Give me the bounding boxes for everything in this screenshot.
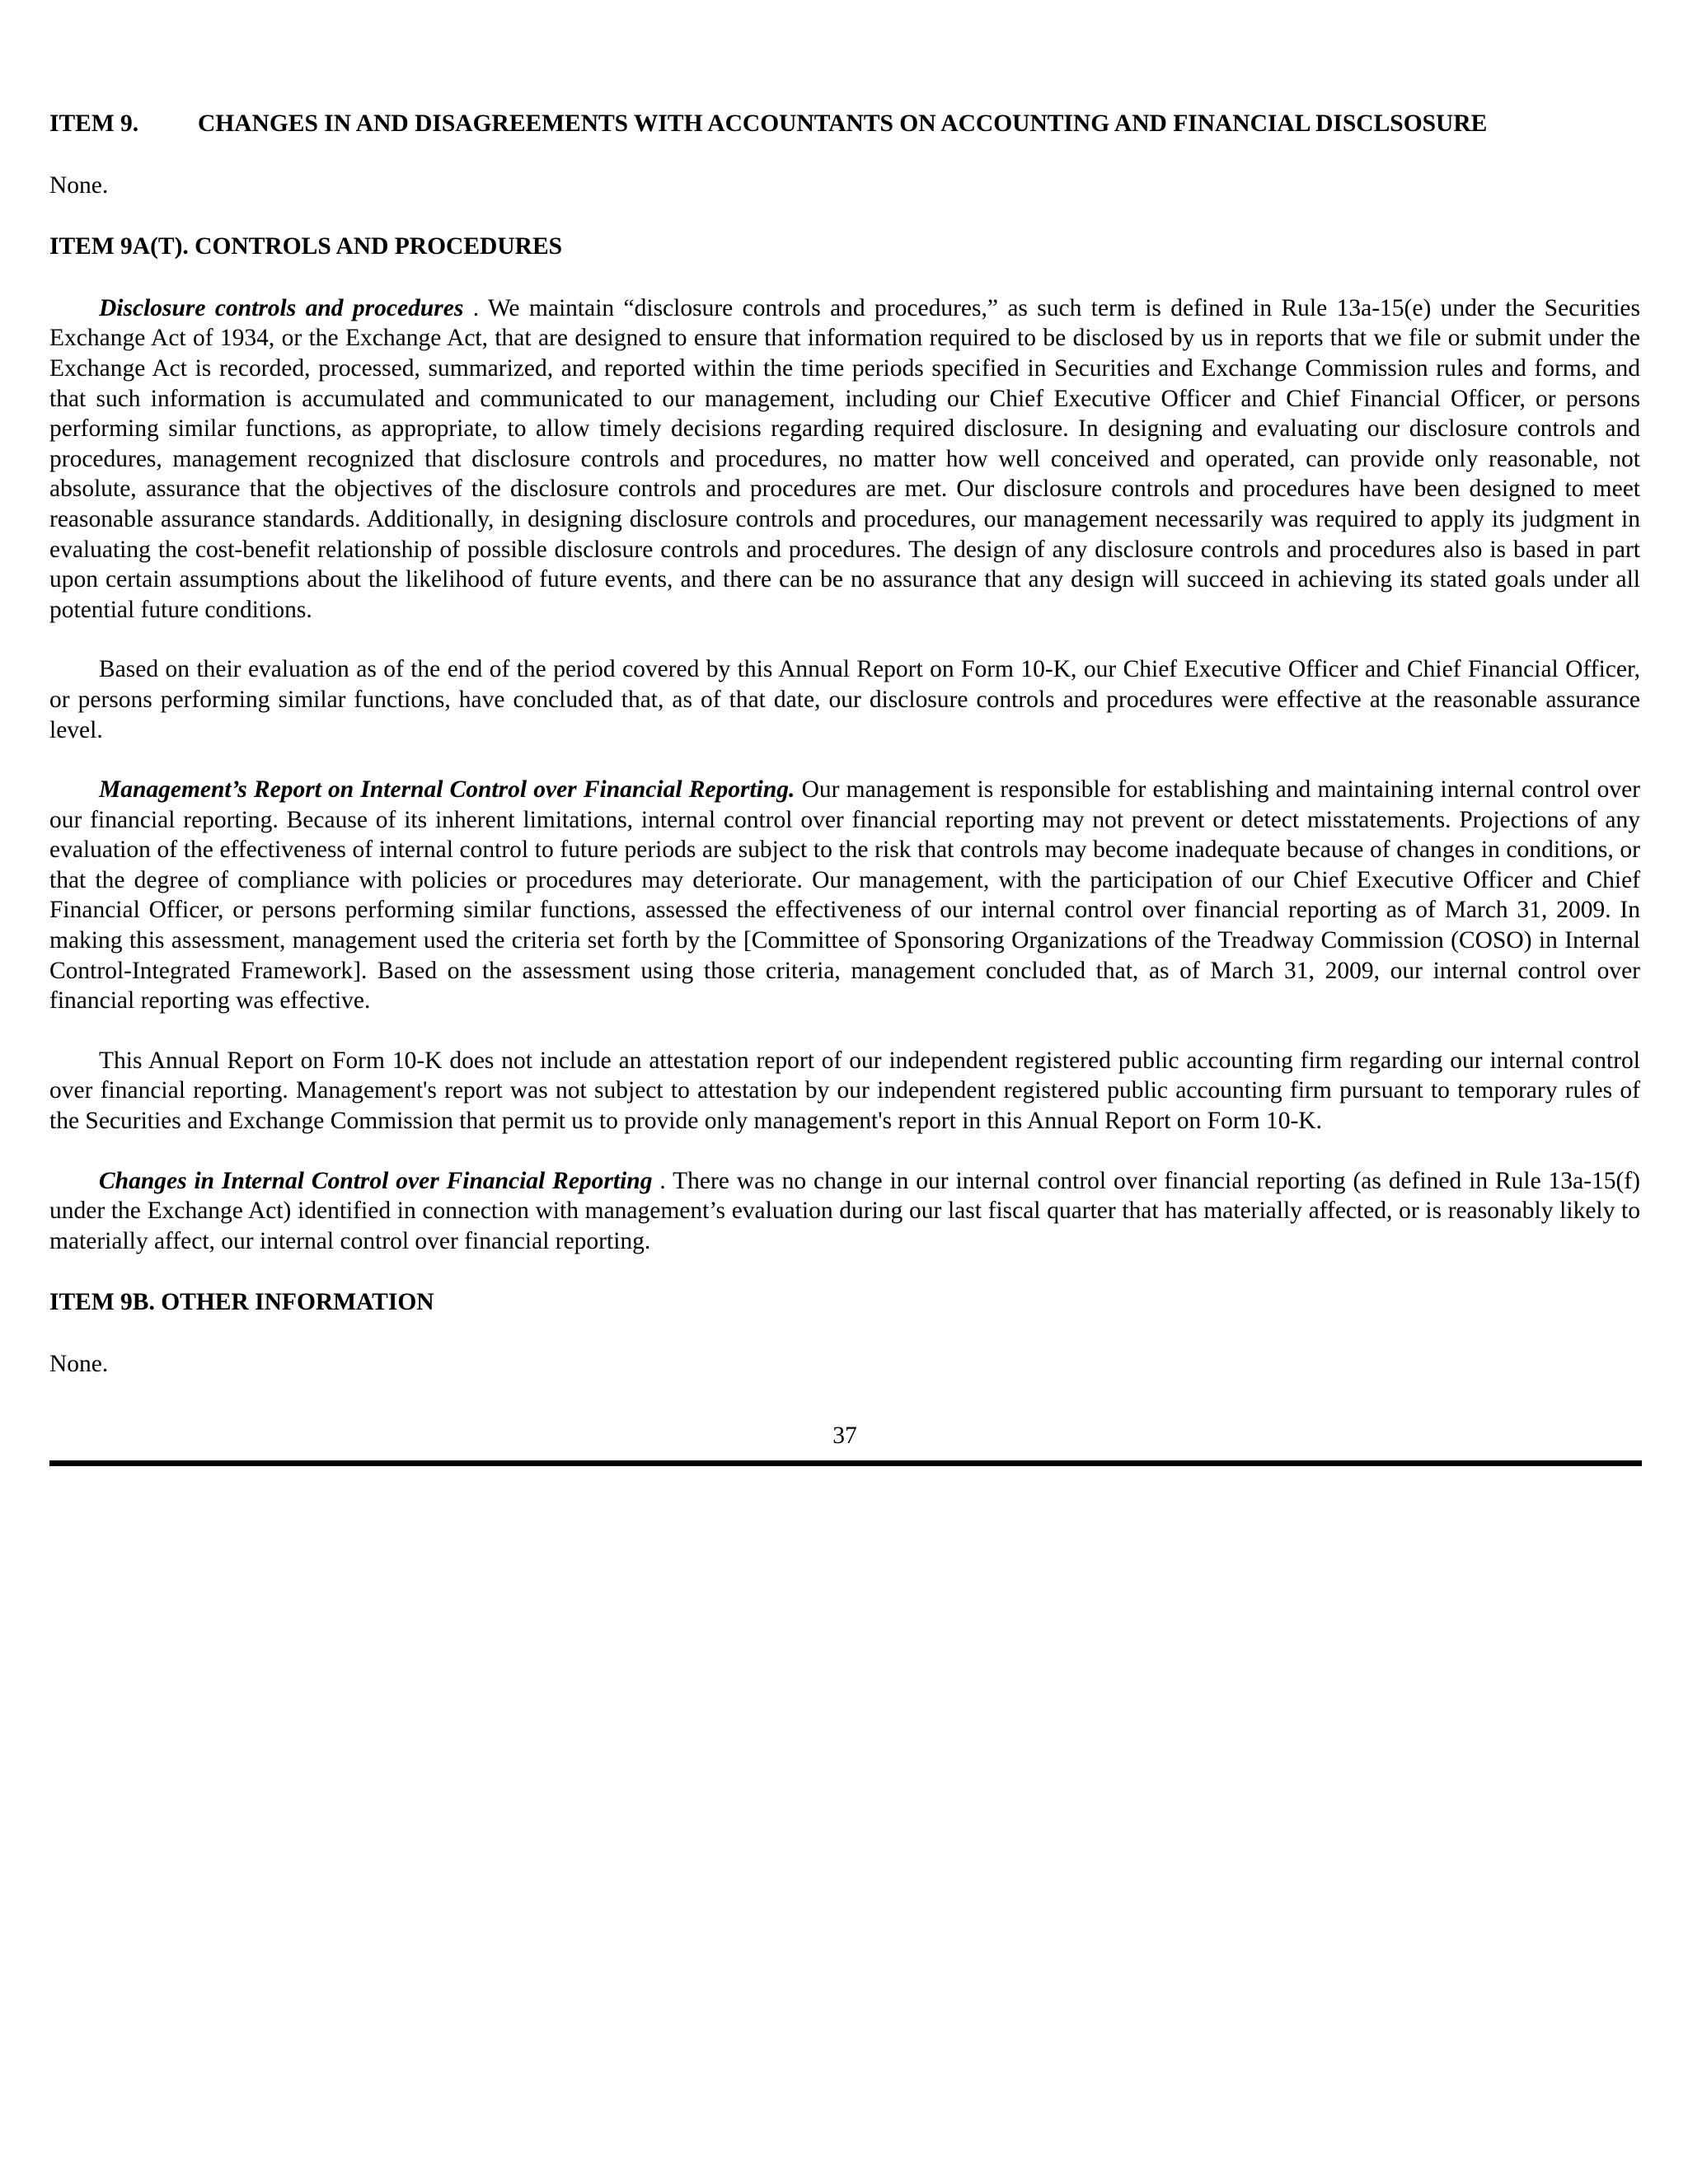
disclosure-controls-lead: Disclosure controls and procedures bbox=[99, 294, 464, 321]
management-report-text: Our management is responsible for establishing and maintaining internal control over our financial reporting. Because of its inherent limitations, internal control over financial reporting may not prevent or detect misstatements. Projections of any evaluation of the effectiveness of internal control to future periods are subject to the risk that controls may become inadequate because of changes in conditions, or that the degree of compliance with policies or procedures may deteriorate. Our management, with the participation of our Chief Executive Officer and Chief Financial Officer, or persons performing similar functions, assessed the effectiveness of our internal control over financial reporting as of March 31, 2009. In making this assessment, management used the criteria set forth by the [Committee of Sponsoring Organizations of the Treadway Commission (COSO) in Internal Control-Integrated Framework]. Based on the assessment using those criteria, management concluded that, as of March 31, 2009, our internal control over financial reporting was effective. bbox=[49, 776, 1640, 1015]
evaluation-paragraph: Based on their evaluation as of the end of the period covered by this Annual Report on Form 10-K, our Chief Executive Officer and Chief Financial Officer, or persons performing similar functions, have concluded that, as of that date, our disclosure controls and procedures were effective at the reasonable assurance level. bbox=[49, 656, 1640, 743]
item-9-title: CHANGES IN AND DISAGREEMENTS WITH ACCOUNTANTS ON ACCOUNTING AND FINANCIAL DISCLSOSURE bbox=[198, 110, 1488, 137]
changes-internal-control-text: . There was no change in our internal control over financial reporting (as defined in Rule 13a-15(f) under the Exchange Act) identified in connection with management’s evaluation during our last fiscal quarter that has materially affected, or is reasonably likely to materially affect, our internal control over financial reporting. bbox=[49, 1167, 1640, 1254]
item-9b-heading: ITEM 9B. OTHER INFORMATION bbox=[49, 1289, 434, 1316]
footer-rule bbox=[49, 1460, 1642, 1466]
attestation-paragraph: This Annual Report on Form 10-K does not include an attestation report of our independent registered public accounting firm regarding our internal control over financial reporting. Management's report was not subject to attestation by our independent registered public accounting firm pursuant to temporary rules of the Securities and Exchange Commission that permit us to provide only management's report in this Annual Report on Form 10-K. bbox=[49, 1047, 1640, 1135]
management-report-lead: Management’s Report on Internal Control over Financial Reporting. bbox=[99, 776, 795, 804]
disclosure-controls-paragraph bbox=[49, 293, 1640, 626]
item-9-body: None. bbox=[49, 171, 109, 199]
document-page bbox=[49, 109, 1640, 1466]
item-9a-heading: ITEM 9A(T). CONTROLS AND PROCEDURES bbox=[49, 233, 563, 260]
item-9-heading bbox=[49, 109, 1640, 139]
item-9b-body: None. bbox=[49, 1351, 109, 1377]
management-report-paragraph bbox=[49, 775, 1640, 1016]
page-number: 37 bbox=[832, 1422, 857, 1449]
changes-internal-control-paragraph bbox=[49, 1166, 1640, 1257]
changes-internal-control-lead: Changes in Internal Control over Financial Reporting bbox=[99, 1167, 653, 1194]
item-9-number: ITEM 9. bbox=[49, 110, 139, 137]
disclosure-controls-text: . We maintain “disclosure controls and procedures,” as such term is defined in Rule 13a-15(e) under the Securities Exchange Act of 1934, or the Exchange Act, that are designed to ensure that information required to be disclosed by us in reports that we file or submit under the Exchange Act is recorded, processed, summarized, and reported within the time periods specified in Securities and Exchange Commission rules and forms, and that such information is accumulated and communicated to our management, including our Chief Executive Officer and Chief Financial Officer, or persons performing similar functions, as appropriate, to allow timely decisions regarding required disclosure. In designing and evaluating our disclosure controls and procedures, management recognized that disclosure controls and procedures, no matter how well conceived and operated, can provide only reasonable, not absolute, assurance that the objectives of the disclosure controls and procedures are met. Our disclosure controls and procedures have been designed to meet reasonable assurance standards. Additionally, in designing disclosure controls and procedures, our management necessarily was required to apply its judgment in evaluating the cost-benefit relationship of possible disclosure controls and procedures. The design of any disclosure controls and procedures also is based in part upon certain assumptions about the likelihood of future events, and there can be no assurance that any design will succeed in achieving its stated goals under all potential future conditions. bbox=[49, 294, 1640, 623]
